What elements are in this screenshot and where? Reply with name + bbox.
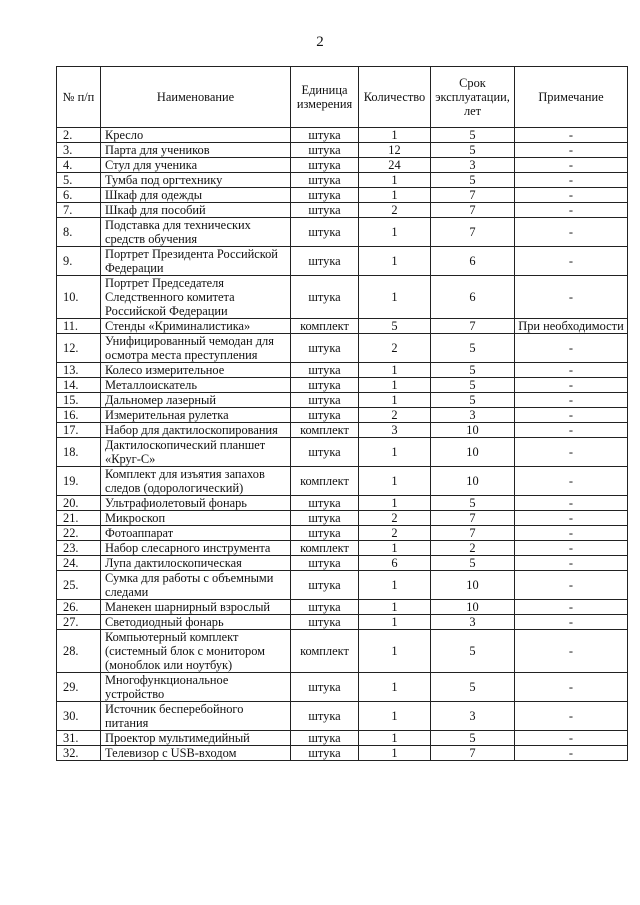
cell-note: -: [515, 158, 628, 173]
cell-unit: штука: [291, 158, 359, 173]
cell-qty: 2: [359, 203, 431, 218]
cell-term: 5: [431, 143, 515, 158]
table-row: [57, 438, 628, 467]
table-row: [57, 128, 628, 143]
table-row: [57, 319, 628, 334]
cell-name: Портрет Председателя Следственного комитета Российской Федерации: [101, 276, 291, 319]
table-row: [57, 731, 628, 746]
cell-qty: 1: [359, 746, 431, 761]
cell-qty: 2: [359, 526, 431, 541]
cell-term: 5: [431, 128, 515, 143]
cell-note: -: [515, 615, 628, 630]
cell-qty: 1: [359, 467, 431, 496]
table-row: [57, 143, 628, 158]
cell-term: 10: [431, 423, 515, 438]
table-row: [57, 203, 628, 218]
cell-qty: 2: [359, 408, 431, 423]
table-body: [57, 128, 628, 761]
cell-qty: 1: [359, 702, 431, 731]
cell-term: 5: [431, 393, 515, 408]
cell-name: Микроскоп: [101, 511, 291, 526]
cell-note: -: [515, 363, 628, 378]
cell-num: 10.: [57, 276, 101, 319]
cell-unit: штука: [291, 408, 359, 423]
cell-qty: 2: [359, 334, 431, 363]
cell-unit: штука: [291, 363, 359, 378]
cell-term: 10: [431, 438, 515, 467]
cell-num: 5.: [57, 173, 101, 188]
cell-num: 20.: [57, 496, 101, 511]
cell-note: -: [515, 746, 628, 761]
table-row: [57, 276, 628, 319]
cell-unit: штука: [291, 438, 359, 467]
table-row: [57, 541, 628, 556]
cell-name: Шкаф для пособий: [101, 203, 291, 218]
cell-num: 12.: [57, 334, 101, 363]
cell-name: Источник бесперебойного питания: [101, 702, 291, 731]
cell-qty: 12: [359, 143, 431, 158]
cell-name: Дактилоскопический планшет «Круг-С»: [101, 438, 291, 467]
cell-term: 5: [431, 630, 515, 673]
table-row: [57, 496, 628, 511]
cell-qty: 1: [359, 600, 431, 615]
cell-num: 27.: [57, 615, 101, 630]
cell-unit: штука: [291, 378, 359, 393]
cell-qty: 24: [359, 158, 431, 173]
cell-term: 5: [431, 556, 515, 571]
cell-name: Шкаф для одежды: [101, 188, 291, 203]
cell-name: Лупа дактилоскопическая: [101, 556, 291, 571]
cell-term: 7: [431, 319, 515, 334]
cell-term: 5: [431, 673, 515, 702]
table-row: [57, 526, 628, 541]
cell-qty: 2: [359, 511, 431, 526]
table-row: [57, 408, 628, 423]
cell-unit: комплект: [291, 423, 359, 438]
cell-note: -: [515, 128, 628, 143]
cell-note: -: [515, 143, 628, 158]
cell-qty: 1: [359, 615, 431, 630]
cell-name: Парта для учеников: [101, 143, 291, 158]
cell-num: 7.: [57, 203, 101, 218]
header-unit: Единица измерения: [291, 67, 359, 128]
cell-name: Кресло: [101, 128, 291, 143]
cell-unit: комплект: [291, 467, 359, 496]
cell-num: 17.: [57, 423, 101, 438]
cell-qty: 1: [359, 731, 431, 746]
table-header-row: [57, 67, 628, 128]
cell-num: 3.: [57, 143, 101, 158]
cell-num: 24.: [57, 556, 101, 571]
cell-name: Измерительная рулетка: [101, 408, 291, 423]
cell-qty: 1: [359, 571, 431, 600]
cell-note: -: [515, 276, 628, 319]
table-row: [57, 188, 628, 203]
cell-num: 28.: [57, 630, 101, 673]
cell-note: -: [515, 556, 628, 571]
table-row: [57, 600, 628, 615]
cell-term: 3: [431, 408, 515, 423]
cell-note: -: [515, 600, 628, 615]
header-term: Срок эксплуатации, лет: [431, 67, 515, 128]
cell-term: 3: [431, 702, 515, 731]
cell-qty: 1: [359, 276, 431, 319]
cell-name: Комплект для изъятия запахов следов (одорологический): [101, 467, 291, 496]
cell-qty: 6: [359, 556, 431, 571]
cell-qty: 5: [359, 319, 431, 334]
cell-num: 25.: [57, 571, 101, 600]
header-note: Примечание: [515, 67, 628, 128]
cell-note: -: [515, 467, 628, 496]
cell-note: -: [515, 393, 628, 408]
cell-qty: 1: [359, 496, 431, 511]
cell-note: -: [515, 511, 628, 526]
cell-qty: 1: [359, 541, 431, 556]
cell-name: Стенды «Криминалистика»: [101, 319, 291, 334]
cell-unit: штука: [291, 702, 359, 731]
cell-term: 5: [431, 378, 515, 393]
page-number: 2: [316, 34, 324, 50]
cell-num: 32.: [57, 746, 101, 761]
cell-qty: 1: [359, 363, 431, 378]
cell-name: Многофункциональное устройство: [101, 673, 291, 702]
cell-note: -: [515, 423, 628, 438]
cell-term: 6: [431, 276, 515, 319]
cell-note: -: [515, 247, 628, 276]
table-row: [57, 702, 628, 731]
cell-note: -: [515, 438, 628, 467]
cell-note: -: [515, 203, 628, 218]
cell-num: 30.: [57, 702, 101, 731]
cell-num: 23.: [57, 541, 101, 556]
table-row: [57, 556, 628, 571]
cell-name: Манекен шарнирный взрослый: [101, 600, 291, 615]
cell-qty: 1: [359, 673, 431, 702]
table-row: [57, 173, 628, 188]
cell-num: 22.: [57, 526, 101, 541]
table-row: [57, 511, 628, 526]
cell-name: Светодиодный фонарь: [101, 615, 291, 630]
cell-term: 7: [431, 188, 515, 203]
cell-unit: штука: [291, 673, 359, 702]
cell-num: 31.: [57, 731, 101, 746]
cell-num: 9.: [57, 247, 101, 276]
table-row: [57, 363, 628, 378]
cell-qty: 1: [359, 188, 431, 203]
cell-name: Подставка для технических средств обучения: [101, 218, 291, 247]
cell-note: -: [515, 702, 628, 731]
table-row: [57, 615, 628, 630]
cell-term: 7: [431, 218, 515, 247]
cell-term: 5: [431, 731, 515, 746]
cell-note: -: [515, 731, 628, 746]
cell-unit: штука: [291, 511, 359, 526]
cell-unit: комплект: [291, 630, 359, 673]
header-qty: Количество: [359, 67, 431, 128]
cell-term: 5: [431, 363, 515, 378]
cell-num: 2.: [57, 128, 101, 143]
cell-unit: штука: [291, 746, 359, 761]
table-row: [57, 673, 628, 702]
cell-term: 3: [431, 158, 515, 173]
cell-unit: штука: [291, 276, 359, 319]
cell-unit: штука: [291, 128, 359, 143]
cell-unit: штука: [291, 526, 359, 541]
cell-num: 14.: [57, 378, 101, 393]
cell-note: -: [515, 188, 628, 203]
cell-name: Телевизор с USB-входом: [101, 746, 291, 761]
cell-term: 3: [431, 615, 515, 630]
cell-num: 26.: [57, 600, 101, 615]
cell-qty: 1: [359, 393, 431, 408]
cell-qty: 1: [359, 173, 431, 188]
cell-term: 7: [431, 511, 515, 526]
table-row: [57, 423, 628, 438]
cell-unit: штука: [291, 203, 359, 218]
cell-num: 19.: [57, 467, 101, 496]
cell-unit: штука: [291, 556, 359, 571]
cell-name: Дальномер лазерный: [101, 393, 291, 408]
table-row: [57, 630, 628, 673]
cell-name: Тумба под оргтехнику: [101, 173, 291, 188]
cell-unit: штука: [291, 615, 359, 630]
cell-note: -: [515, 496, 628, 511]
cell-unit: штука: [291, 731, 359, 746]
cell-num: 15.: [57, 393, 101, 408]
cell-name: Ультрафиолетовый фонарь: [101, 496, 291, 511]
table-row: [57, 378, 628, 393]
table-row: [57, 218, 628, 247]
cell-qty: 1: [359, 128, 431, 143]
cell-term: 2: [431, 541, 515, 556]
cell-num: 16.: [57, 408, 101, 423]
cell-unit: комплект: [291, 541, 359, 556]
cell-unit: штука: [291, 496, 359, 511]
cell-name: Металлоискатель: [101, 378, 291, 393]
cell-num: 13.: [57, 363, 101, 378]
cell-unit: штука: [291, 188, 359, 203]
cell-term: 7: [431, 746, 515, 761]
cell-unit: комплект: [291, 319, 359, 334]
cell-term: 10: [431, 467, 515, 496]
cell-note: При необходимости: [515, 319, 628, 334]
table-row: [57, 247, 628, 276]
cell-term: 5: [431, 173, 515, 188]
cell-unit: штука: [291, 173, 359, 188]
cell-num: 18.: [57, 438, 101, 467]
cell-note: -: [515, 378, 628, 393]
cell-note: -: [515, 571, 628, 600]
cell-qty: 1: [359, 438, 431, 467]
cell-unit: штука: [291, 143, 359, 158]
table-row: [57, 467, 628, 496]
table-row: [57, 746, 628, 761]
cell-num: 11.: [57, 319, 101, 334]
cell-num: 4.: [57, 158, 101, 173]
inventory-table: [56, 66, 628, 761]
cell-unit: штука: [291, 600, 359, 615]
cell-term: 6: [431, 247, 515, 276]
cell-name: Набор для дактилоскопирования: [101, 423, 291, 438]
cell-name: Фотоаппарат: [101, 526, 291, 541]
table-row: [57, 334, 628, 363]
table-row: [57, 158, 628, 173]
cell-qty: 1: [359, 378, 431, 393]
cell-unit: штука: [291, 247, 359, 276]
cell-term: 10: [431, 571, 515, 600]
cell-name: Сумка для работы с объемными следами: [101, 571, 291, 600]
cell-unit: штука: [291, 571, 359, 600]
cell-note: -: [515, 173, 628, 188]
cell-term: 7: [431, 203, 515, 218]
table-row: [57, 571, 628, 600]
cell-num: 6.: [57, 188, 101, 203]
cell-name: Компьютерный комплект (системный блок с монитором (моноблок или ноутбук): [101, 630, 291, 673]
cell-term: 5: [431, 496, 515, 511]
header-num: № п/п: [57, 67, 101, 128]
cell-name: Портрет Президента Российской Федерации: [101, 247, 291, 276]
cell-name: Колесо измерительное: [101, 363, 291, 378]
cell-unit: штука: [291, 218, 359, 247]
cell-note: -: [515, 673, 628, 702]
table-row: [57, 393, 628, 408]
cell-term: 10: [431, 600, 515, 615]
cell-note: -: [515, 408, 628, 423]
cell-qty: 1: [359, 218, 431, 247]
cell-note: -: [515, 334, 628, 363]
cell-num: 21.: [57, 511, 101, 526]
cell-note: -: [515, 526, 628, 541]
header-name: Наименование: [101, 67, 291, 128]
cell-name: Унифицированный чемодан для осмотра места преступления: [101, 334, 291, 363]
cell-name: Набор слесарного инструмента: [101, 541, 291, 556]
cell-qty: 3: [359, 423, 431, 438]
cell-name: Стул для ученика: [101, 158, 291, 173]
cell-note: -: [515, 630, 628, 673]
cell-term: 7: [431, 526, 515, 541]
cell-qty: 1: [359, 630, 431, 673]
cell-name: Проектор мультимедийный: [101, 731, 291, 746]
cell-num: 8.: [57, 218, 101, 247]
cell-note: -: [515, 218, 628, 247]
cell-unit: штука: [291, 393, 359, 408]
cell-note: -: [515, 541, 628, 556]
cell-qty: 1: [359, 247, 431, 276]
cell-num: 29.: [57, 673, 101, 702]
cell-term: 5: [431, 334, 515, 363]
cell-unit: штука: [291, 334, 359, 363]
